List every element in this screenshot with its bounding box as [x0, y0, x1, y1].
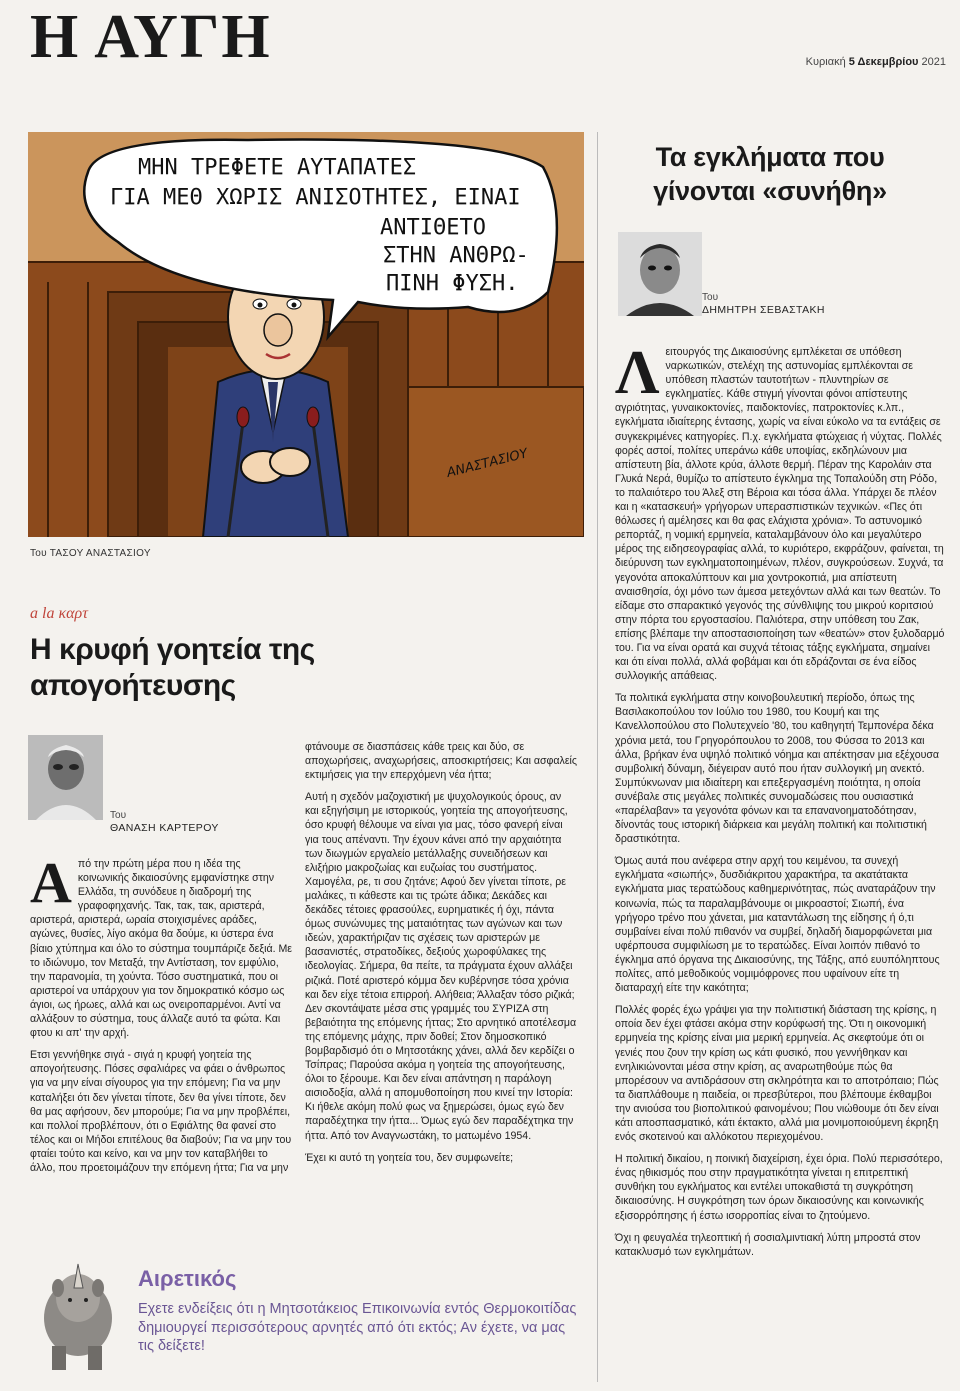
left-para-1 [30, 850, 293, 1040]
right-para-6: Όχι η φευγαλέα τηλεοπτική ή σοσιαλμιντιακή λύπη μπροστά στον κατακλυσμό των εγκλημάτων. [615, 1231, 921, 1258]
date-main: 5 Δεκεμβρίου [848, 56, 919, 68]
author-photo-kartero [28, 735, 103, 820]
speech-line-3: ΑΝΤΙΘΕΤΟ [380, 215, 486, 240]
left-article-column-1 [30, 850, 293, 1183]
left-para-3: φτάνουμε σε διασπάσεις κάθε τρεις και δύο, σε αποχωρήσεις, αναχωρήσεις, αποσκιρτήσεις; Και ασφαλείς εκτιμήσεις για την επερχόμενη νέα ήττα; [305, 741, 577, 782]
right-para-4: Πολλές φορές έχω γράψει για την πολιτιστική διάσταση της κρίσης, η οποία δεν έχει φτάσει ακόμα στην κορύφωσή της. Ότι η οικονομική ερμηνεία της κρίσης είναι μια μερική ερμηνεία. Ας σκεφτούμε ότι οι γενιές που ζουν την κρίση ως κάτι φυσικό, που γεννήθηκαν και ενηλικιώνονται μέσα στην κρίση, ας αναρωτηθούμε πώς θα μπορέσουν να αντιδράσουν στη σκληρότητα και το αποτρόπαιο; Πώς τα διαπλάθουμε η παιδεία, οι πρεσβύτεροι, που βλέπουμε έκθαμβοι την ανιούσα του βιοπολιτικού φαινομένου; Που νιώθουμε ότι δεν είναι κάτι αποσπασματικό, κάτι έκτακτο, αλλά μια μονιμοποιούμενη έκρηξη ενός σκοτεινού και αλλόκοτου περιεχομένου. [615, 1004, 939, 1144]
right-para-1-text: ειτουργός της Δικαιοσύνης εμπλέκεται σε υπόθεση ναρκωτικών, στελέχη της αστυνομίας εμπλέκονται σε υπόθεση πλαστών ταυτοτήτων - πλυντηρίων σε εγκληματίες. Κάθε στιγμή γίνονται φόνοι απίστευτης αγριότητας, γυναικοκτονίες, παιδοκτονίες, πατροκτονίες κ.λπ., εγκλήματα ιδιαίτερης έντασης, χωρίς να είναι εύκολο να τα εντάξεις σε συγκεκριμένες κατηγορίες. Π.χ. εγκλήματα φτώχειας ή νύχτας. Πολλές φορές αστοί, πολίτες υπεράνω κάθε υποψίας, εκδηλώνουν μια απίστευτη βία, άλλοτε κρύα, άλλοτε θερμή. Πέραν της Καρολάιν στα Γλυκά Νερά, θυμίζω το απίστευτο έγκλημα της Τοπαλούδη στη Ρόδο, το παλαιότερο του Άλεξ στη Βέροια και τόσα άλλα. Υπάρχει δε πλέον και η «κατασκευή» γρήγορων υπερασπιστικών τεχνικών. «Πες ότι θόλωσες ή αμέλησες και θα φας ελάχιστα χρόνια». Το αστυνομικό ρεπορτάζ, η νομική ερμηνεία, καταλαμβάνουν όλο και μεγαλύτερο μέρος της ειδησεογραφίας αλλά, το κυριότερο, εκφράζουν, φαίνεται, τη διεύρυνση των εγκληματοποιημένων, πλέον, συγκρούσεων. Συχνά, τα γεγονότα αποκαλύπτουν και μια χοντροκοπιά, μια απίστευτη αναισθησία, όχι μόνο των άμεσα μετεχόντων αλλά και των θεατών. Το είδαμε στο σπαρακτικό γεγονός της σύνθλιψης του μικρού κοριτσιού στην πόρτα του εργοστασίου. Παλιότερα, στην υπόθεση του Ζακ, επίσης βλέπαμε την αποστασιοποίηση των «θεατών» στον ξυλοδαρμό του. Για να είναι ορατά και συχνά τέτοιας τάξης εγκλήματα, σημαίνει και ότι είναι πολλά, αλλά φοβάμαι και ότι εδράζονται σε ένα είδος συλλογικής απάθειας. [615, 346, 945, 683]
right-para-1 [615, 339, 945, 683]
date-day: Κυριακή [805, 56, 846, 68]
right-article-column [615, 339, 945, 1267]
left-para-5: Έχει κι αυτό τη γοητεία του, δεν συμφωνείτε; [305, 1151, 514, 1164]
left-para-1-text: πό την πρώτη μέρα που η ιδέα της κοινωνικής δικαιοσύνης εμφανίστηκε στην Ελλάδα, τη συνόδευε η διαδρομή της γραφοφηχανής. Τακ, τακ, τακ, αριστερά, αριστερά, αριστερά, ωραία στοιχισμένες αράδες, αγώνες, θυσίες, λίγο ακόμα θα δούμε, κι ύστερα ένα βίαιο χτύπημα και όλο το σύστημα τουμπάριζε δεξιά. Με το ιδιώνυμο, τον Μεταξά, την Αντίσταση, τον εμφύλιο, την παρανομία, τη χούντα. Τόσο συστηματικά, που οι αριστεροί να υπάρχουν για τον δημοκρατικό κόσμο ως άγιοι, ως ήρωες, αλλά και ως ονειροπαρμένοι. Αντί να αλλάξουν το σύστημα, τους άλλαζε αυτό τα φώτα. Και φτου κι απ' την αρχή. [30, 858, 293, 1040]
left-dropcap: Α [30, 850, 72, 915]
right-para-2: Τα πολιτικά εγκλήματα στην κοινοβουλευτική περίοδο, όπως της Βασιλακοπούλου τον Ιούλιο του 1980, του Κουμή και της Κανελλοπούλου στο Πολυτεχνείο '80, του καθηγητή Τεμπονέρα δέκα χρόνια μετά, του Γρηγορόπουλου το 2008, του Φύσσα το 2013 και άλλα, βρήκαν ένα υψηλό πολιτικό νόημα και απέκτησαν μια εξέχουσα συμβολική δύναμη, διέγειραν αυτό που ήταν συλλογική μη ανεκτό. Συμπύκνωναν μια ιδιαίτερη και επεξεργασμένη ποιότητα, η οποία συνέβαλε στις μεγάλες πολιτικές συνομαδώσεις που ουσιαστικά «παρέλαβαν» τα γεγονότα φόνων και τα επανανοηματοδότησαν, δίνοντάς τους ιστορική διάρκεια και μεγάλη πολιτική και πολιτιστική δραστικότητα. [615, 692, 940, 846]
left-byline-name: ΘΑΝΑΣΗ ΚΑΡΤΕΡΟΥ [110, 822, 219, 834]
right-para-3: Όμως αυτά που ανέφερα στην αρχή του κειμένου, τα συνεχή εγκλήματα «σιωπής», δυσδιάκριτου χαρακτήρα, τα ακατάτακτα εγκλήματα μιας τερατώδους καθημερινότητας, πώς αναταράζουν την κοινωνία, πώς τα παραλαμβάνουμε οι μικροαστοί; Σιωπή, ένα γρήγορο τρένο που χάνεται, μια καταντάλωση της είδησης ή ό,τι συμβαίνει είναι πολύ πιθανόν να συμβεί, δηλαδή διαμορφώνεται μια υφέρπουσα συμφιλίωση με το τερατώδες. Είναι λοιπόν πιθανό το έγκλημα από όργανα της Δικαιοσύνης, της Τάξης, από ευυπόληπτους πολίτες, από μεθοδικούς νομιμόφρονες που υφαίνουν είτε τη διαταραχή είτε την κακότητα; [615, 855, 940, 995]
left-headline: Η κρυφή γοητεία της απογοήτευσης [30, 633, 315, 702]
right-dropcap: Λ [615, 339, 660, 407]
masthead-title: Η ΑΥΓΗ [30, 3, 272, 71]
speech-line-5: ΠΙΝΗ ΦΥΣΗ. [386, 271, 519, 296]
cartoon-credit [30, 548, 151, 559]
speech-line-1: ΜΗΝ ΤΡΕΦΕΤΕ ΑΥΤΑΠΑΤΕΣ [138, 155, 417, 180]
right-para-5: Η πολιτική δικαίου, η ποινική διαχείριση, έχει όρια. Πολύ περισσότερο, ένας ηθικισμός που στην πραγματικότητα γίνεται η επιτρεπτική συνθήκη του εγκλήματος και εντέλει υποκαθιστά τη συγκρότηση δικαιοσύνης. Η συγκρότηση των όρων δικαιοσύνης και κοινωνικής εξισορρόπησης ή έστω ισορροπίας είναι το ζητούμενο. [615, 1153, 943, 1222]
right-byline-label: Του [702, 292, 719, 303]
cartoon-credit-label: Του [30, 548, 47, 559]
cartoon-signature: ΑΝΑΣΤΑΣΙΟΥ [445, 446, 530, 481]
rhino-illustration [30, 1258, 125, 1373]
dateline [806, 56, 946, 68]
column-rule [597, 132, 598, 1382]
speech-line-2: ΓΙΑ ΜΕΘ ΧΩΡΙΣ ΑΝΙΣΟΤΗΤΕΣ, ΕΙΝΑΙ [110, 185, 521, 210]
left-byline-label: Του [110, 810, 127, 821]
date-year: 2021 [921, 56, 946, 68]
cartoon-credit-name: ΤΑΣΟΥ ΑΝΑΣΤΑΣΙΟΥ [49, 548, 151, 559]
left-article-column-2 [305, 740, 577, 1173]
box-text: Εχετε ενδείξεις ότι η Μητσοτάκειος Επικοινωνία εντός Θερμοκοιτίδας δημιουργεί περισσότερους αρνητές από ότι εκτός; Αν έχετε, να μας τις δείξετε! [138, 1301, 577, 1354]
box-title: Αιρετικός [138, 1266, 237, 1291]
political-cartoon [28, 132, 584, 537]
right-byline-name: ΔΗΜΗΤΡΗ ΣΕΒΑΣΤΑΚΗ [702, 304, 825, 316]
left-para-4: Αυτή η σχεδόν μαζοχιστική με ψυχολογικούς όρους, αν και εξηγήσιμη με ιστορικούς, γοητεία της απογοήτευσης, όσο κρυφή θέλουμε να είναι για μας, τόσο φανερή είναι για τους απέναντι. Την έχουν κάνει από την αρχαιότητα των διωγμών εργαλείο μετάλλαξης συνειδήσεων και ελιξήριο μακροζωίας και ευζωίας του συστήματος. Χαμογέλα, ρε, τι σου ζητάνε; Αφού δεν γίνεται τίποτε, ρε μαλάκες, τι κάθεστε και τις τρώτε άδικα; Δεκάδες και δεκάδες τέτοιες φρασούλες, ευρηματικές ή όχι, πάντα όμως συνώνυμες της ματαιότητας των αγώνων και των ιδεών, χαρακτήριζαν τις σχέσεις των αριστερών με βασανιστές, στρατοδίκες, δεξιούς χωροφύλακες της ιδεολογίας. Σήμερα, θα πείτε, τα πράγματα έχουν αλλάξει ριζικά. Ποτέ αριστερό κόμμα δεν κυβέρνησε τόσα χρόνια και δεν είχε τέτοια επιρροή. Αλήθεια; Άλλαξαν τόσο ριζικά; Δεν σκοντάψατε μέσα στις γραμμές του ΣΥΡΙΖΑ στη βεβαιότητα της επόμενης ήττας; Στο αρνητικό αποτέλεσμα της επόμενης μάχης, πριν δοθεί; Στον δημοσκοπικό βομβαρδισμό ότι ο Μητσοτάκης χάνει, αλλά δεν κερδίζει ο Τσίπρας; Παρούσα ακόμα η γοητεία της απογοήτευσης, όλοι το ξέρουμε. Και δεν είναι απάντηση η παράλογη αισιοδοξία, αλλά η απομυθοποίηση που κινεί την Ιστορία: Κι ήθελε ακόμη πολύ φως να ξημερώσει, όμως εγώ δεν παραδέχτηκα την ήττα... Όμως εγώ δεν παραδέχτηκα την ήττα. Από τον Αναγνωστάκη, το ματωμένο 1954. [305, 791, 577, 1142]
column-kicker: a la καρτ [30, 605, 88, 622]
right-headline: Τα εγκλήματα που γίνονται «συνήθη» [653, 142, 887, 206]
speech-line-4: ΣΤΗΝ ΑΝΘΡΩ- [383, 243, 529, 268]
author-photo-sevastakis [618, 232, 702, 316]
left-para-2: Ετσι γεννήθηκε σιγά - σιγά η κρυφή γοητεία της απογοήτευσης. Πόσες σφαλιάρες να φάει ο άνθρωπος για να μην είναι σίγουρος για την επόμενη; Για να μην καταλήξει ότι δεν γίνεται τίποτε, δεν θα γίνει τίποτε, δεν θα μας αφήσουν, δεν μπορούμε; Για να μην προβλέπει, και πολλοί προβλέπουν, ότι ο Εφιάλτης θα φανεί στο τέλος και οι Μήδοι επιτέλους θα διαβούν; Για να μην του φταίει τούτο και κείνο, και να μην τον καταβλήθει το άλλο, που προετοιμάζουν την επόμενη ήττα; Για να μην [30, 1049, 292, 1174]
